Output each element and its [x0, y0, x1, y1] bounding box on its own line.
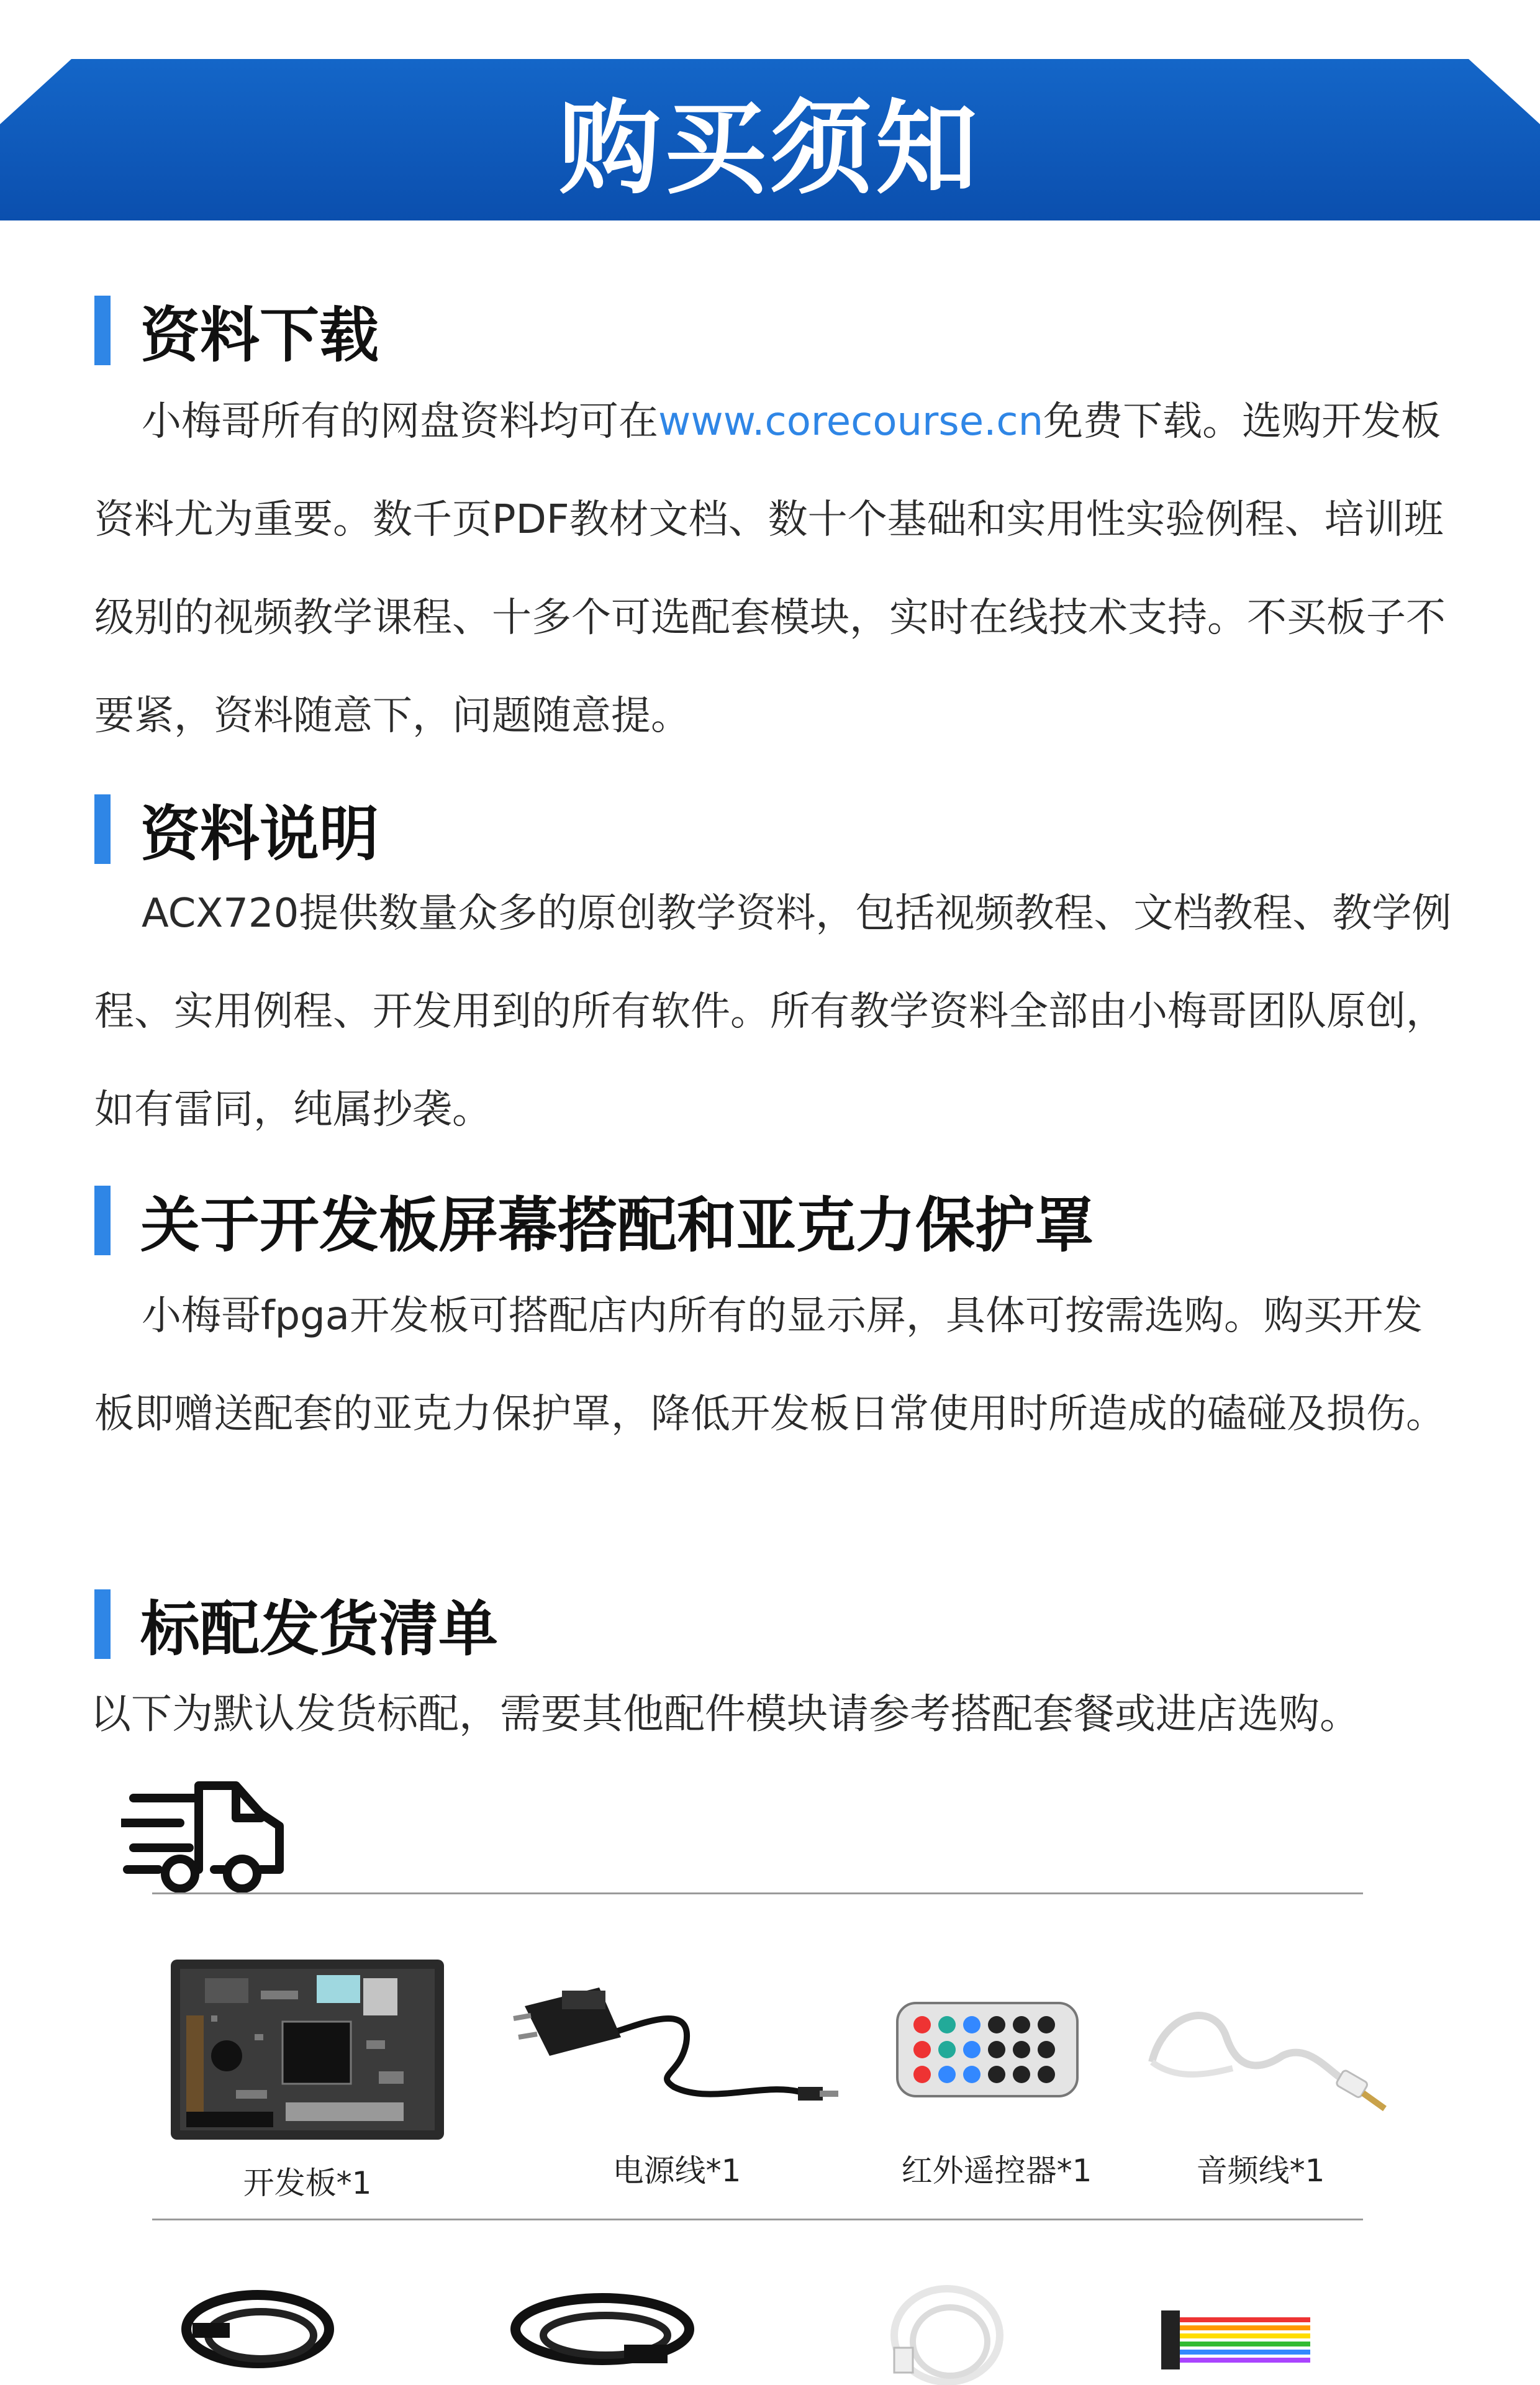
section-heading-screen-cover	[94, 1183, 1094, 1258]
section-heading-download	[94, 293, 379, 368]
heading-accent-bar	[94, 296, 111, 365]
usb-cable-black-2-image	[500, 2286, 705, 2385]
section-heading-packing-list	[94, 1587, 498, 1664]
body-text: 小梅哥所有的网盘资料均可在	[142, 399, 658, 445]
section-body-packing-list: 以下为默认发货标配，需要其他配件模块请参考搭配套餐或进店选购。	[90, 1690, 1361, 1738]
section-title: 关于开发板屏幕搭配和亚克力保护罩	[140, 1190, 1094, 1260]
body-text: 免费下载。选购开发板资料尤为重要。数千页PDF教材文档、数十个基础和实用性实验例程、培训班级别的视频教学课程、十多个可选配套模块，实时在线技术支持。不买板子不要紧，资料随意下，问题随意提。	[94, 399, 1446, 739]
item-label: 音频线*1	[1196, 2153, 1325, 2189]
dupont-wires-image	[1155, 2292, 1316, 2385]
section-body-screen-cover: 小梅哥fpga开发板可搭配店内所有的显示屏，具体可按需选购。购买开发板即赠送配套的亚克力保护罩，降低开发板日常使用时所造成的磕碰及损伤。	[94, 1293, 1446, 1437]
fpga-board-image	[168, 1953, 447, 2146]
item-label: 开发板*1	[243, 2165, 372, 2201]
section-title: 资料下载	[140, 300, 379, 370]
header-banner	[0, 59, 1540, 220]
audio-cable-image	[1139, 1988, 1388, 2130]
section-title: 标配发货清单	[140, 1594, 498, 1664]
power-adapter-image	[506, 1969, 841, 2112]
website-link[interactable]: www.corecourse.cn	[658, 399, 1044, 445]
delivery-truck-icon	[121, 1779, 289, 1894]
usb-cable-black-image	[174, 2279, 348, 2385]
ethernet-cable-image	[876, 2273, 1018, 2385]
heading-accent-bar	[94, 794, 111, 864]
section-body-download	[94, 373, 1454, 765]
section-body-info: ACX720提供数量众多的原创教学资料，包括视频教程、文档教程、教学例程、实用例程、开发用到的所有软件。所有教学资料全部由小梅哥团队原创，如有雷同，纯属抄袭。	[94, 891, 1452, 1133]
item-label: 红外遥控器*1	[901, 2153, 1092, 2189]
divider	[152, 2219, 1363, 2220]
heading-accent-bar	[94, 1589, 111, 1659]
ir-remote-image	[894, 2000, 1080, 2099]
item-label: 电源线*1	[612, 2153, 741, 2189]
heading-accent-bar	[94, 1186, 111, 1255]
section-title: 资料说明	[140, 799, 379, 869]
divider	[152, 1892, 1363, 1894]
section-heading-info	[94, 792, 379, 869]
page-title: 购买须知	[558, 89, 981, 208]
